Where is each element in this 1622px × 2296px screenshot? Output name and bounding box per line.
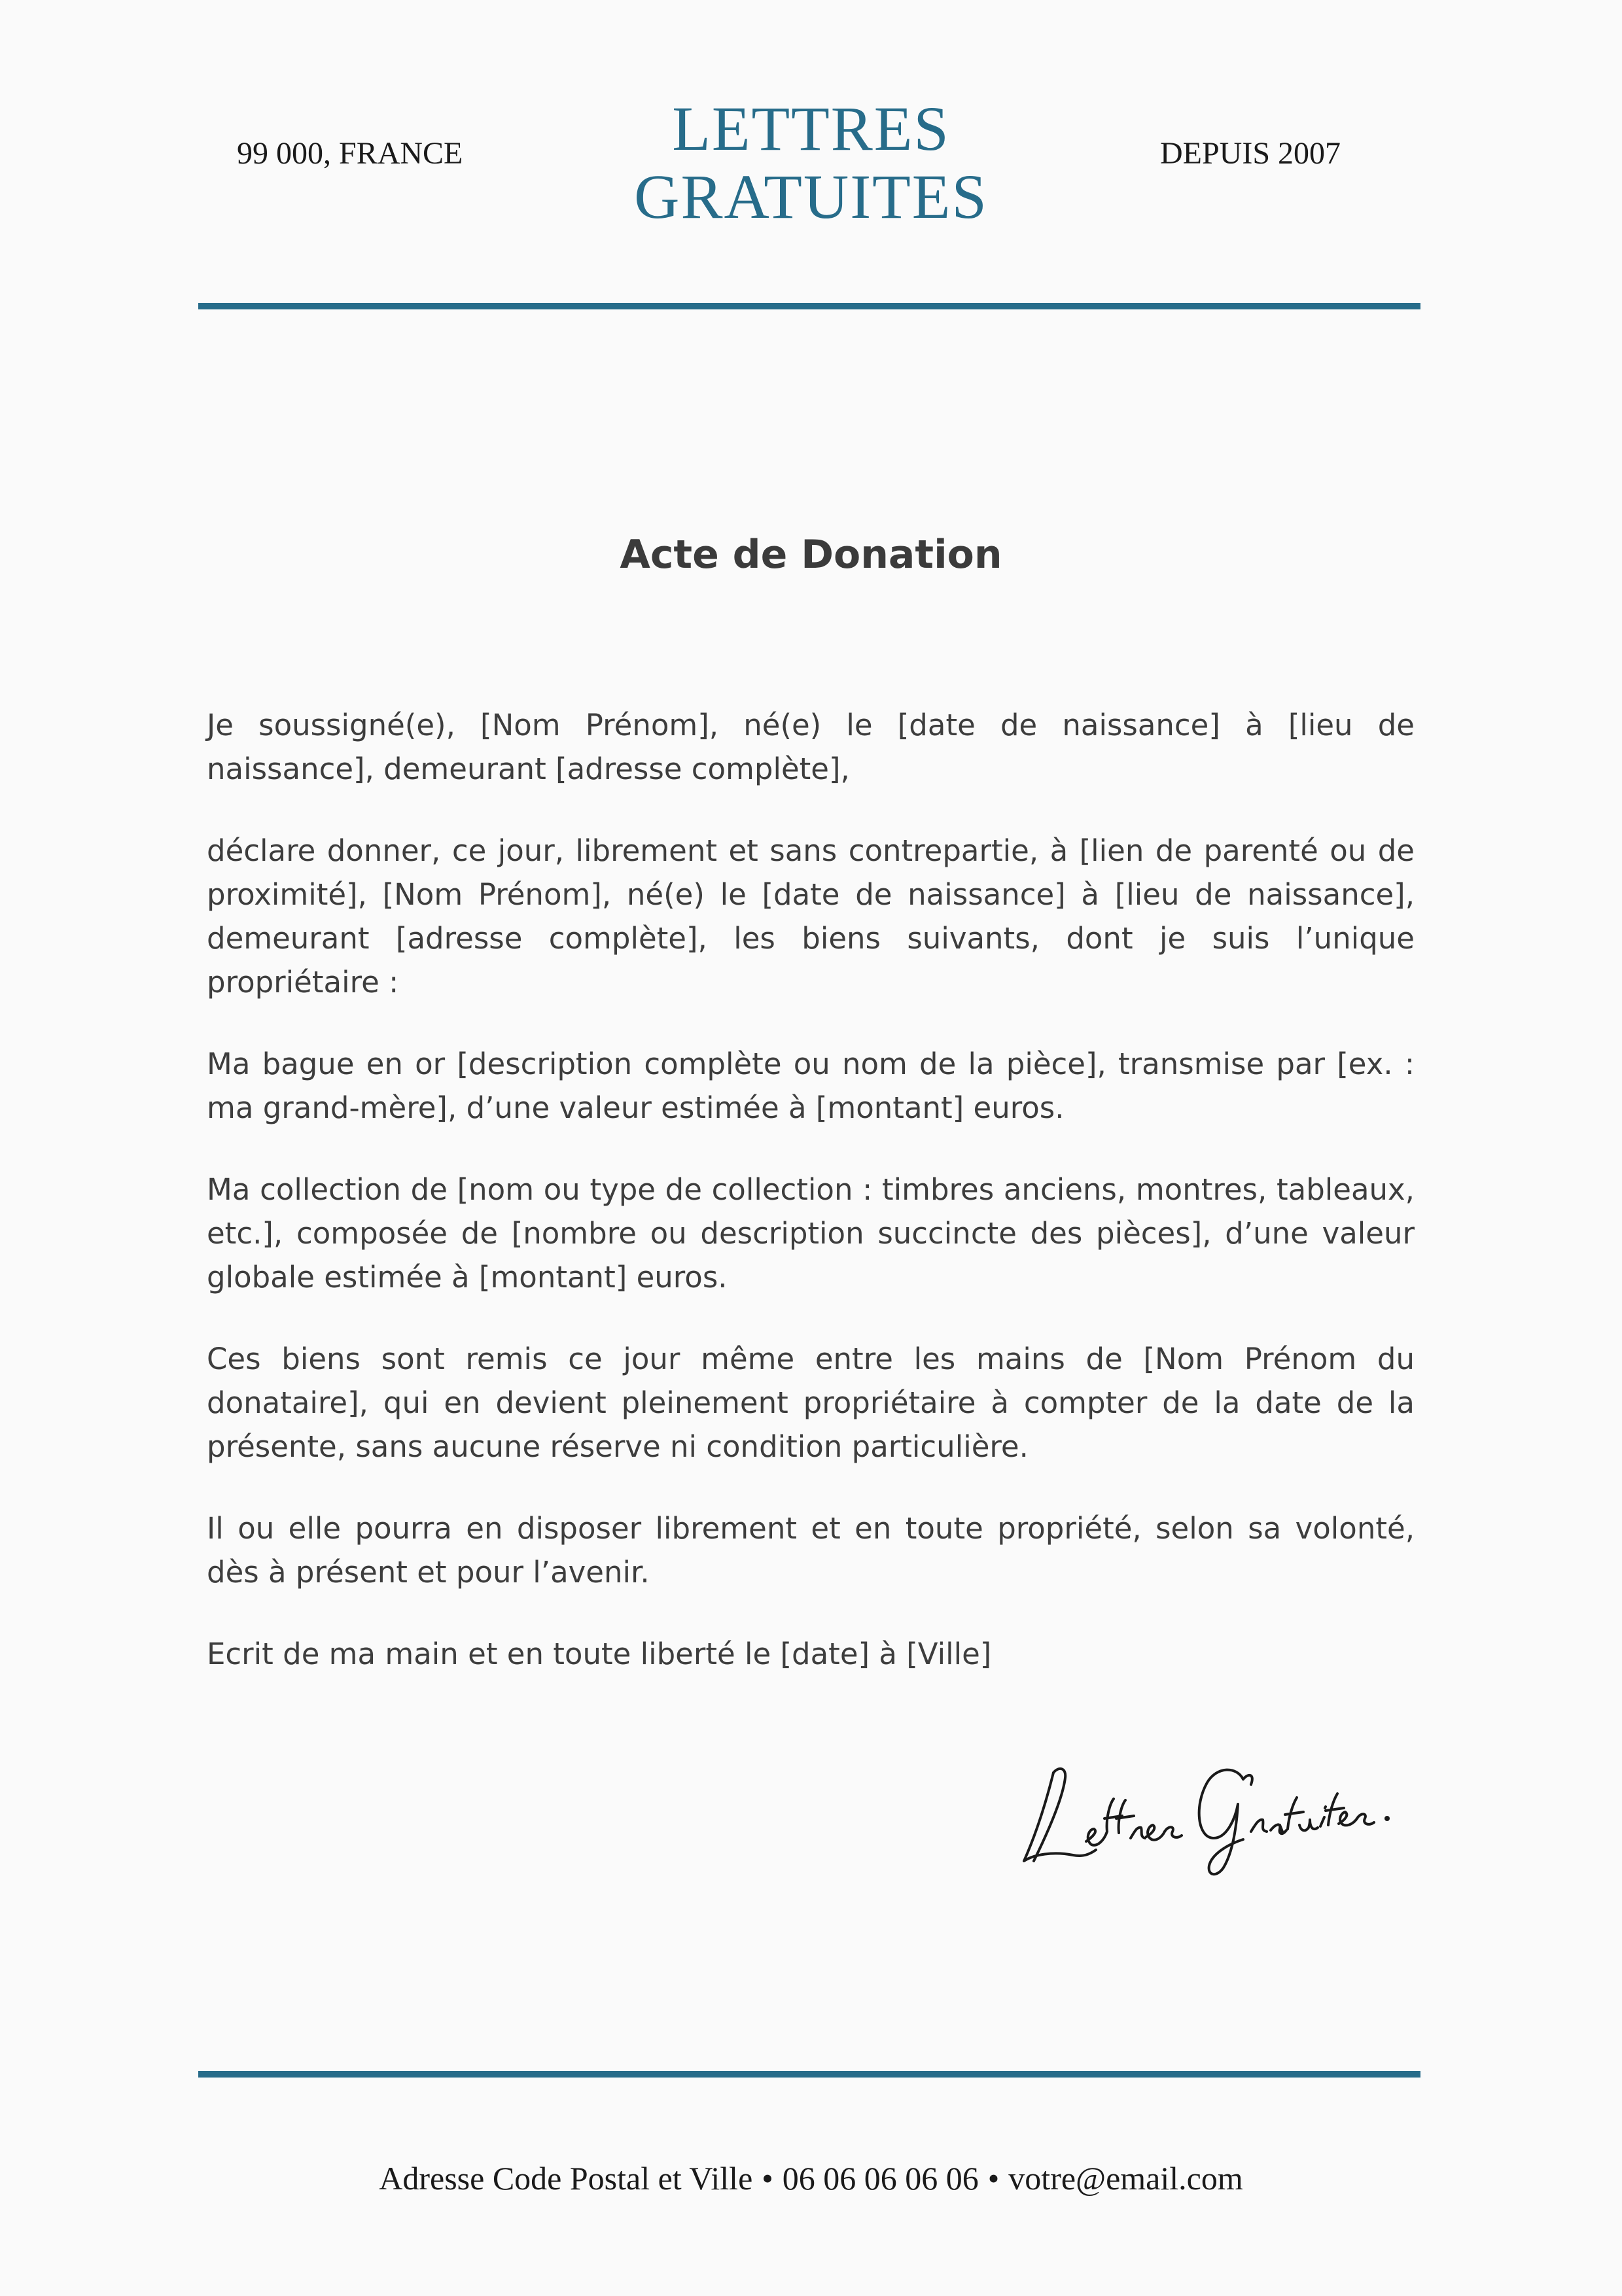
signature-image bbox=[1008, 1727, 1400, 1884]
footer-divider bbox=[198, 2071, 1420, 2078]
paragraph-collection: Ma collection de [nom ou type de collection : timbres anciens, montres, tableaux, etc.], composée de [nombre ou description succincte des pièces], d’une valeur globale estimée à [montant] euros. bbox=[207, 1172, 1415, 1295]
paragraph-transfer: Ces biens sont remis ce jour même entre les mains de [Nom Prénom du donataire], qui en devient pleinement propriétaire à compter de la date de la présente, sans aucune réserve ni condition particulière. bbox=[207, 1342, 1415, 1464]
header-since: DEPUIS 2007 bbox=[1160, 136, 1341, 171]
footer-phone: 06 06 06 06 06 bbox=[782, 2160, 979, 2197]
footer-separator: • bbox=[987, 2160, 1000, 2197]
paragraph-closing: Ecrit de ma main et en toute liberté le [date] à [Ville] bbox=[207, 1637, 992, 1671]
brand-logo bbox=[0, 95, 1622, 231]
document-title: Acte de Donation bbox=[620, 532, 1002, 578]
brand-line-1: LETTRES bbox=[672, 94, 950, 164]
paragraph-ring: Ma bague en or [description complète ou nom de la pièce], transmise par [ex. : ma grand-mère], d’une valeur estimée à [montant] euros. bbox=[207, 1047, 1415, 1125]
header-location: 99 000, FRANCE bbox=[237, 136, 463, 171]
footer-contact bbox=[0, 2157, 1622, 2199]
footer-address: Adresse Code Postal et Ville bbox=[379, 2160, 753, 2197]
brand-line-2: GRATUITES bbox=[634, 162, 988, 232]
paragraph-identity: Je soussigné(e), [Nom Prénom], né(e) le [date de naissance] à [lieu de naissance], demeurant [adresse complète], bbox=[207, 708, 1415, 786]
footer-separator: • bbox=[762, 2160, 773, 2197]
footer-email[interactable]: votre@email.com bbox=[1008, 2160, 1243, 2197]
header-divider bbox=[198, 303, 1420, 309]
document-body bbox=[207, 703, 1415, 1714]
paragraph-disposal: Il ou elle pourra en disposer librement et en toute propriété, selon sa volonté, dès à présent et pour l’avenir. bbox=[207, 1511, 1415, 1590]
paragraph-declaration: déclare donner, ce jour, librement et sans contrepartie, à [lien de parenté ou de proximité], [Nom Prénom], né(e) le [date de naissance] à [lieu de naissance], demeurant [adresse complète], les biens suivants, dont je suis l’unique propriétaire : bbox=[207, 833, 1415, 1000]
